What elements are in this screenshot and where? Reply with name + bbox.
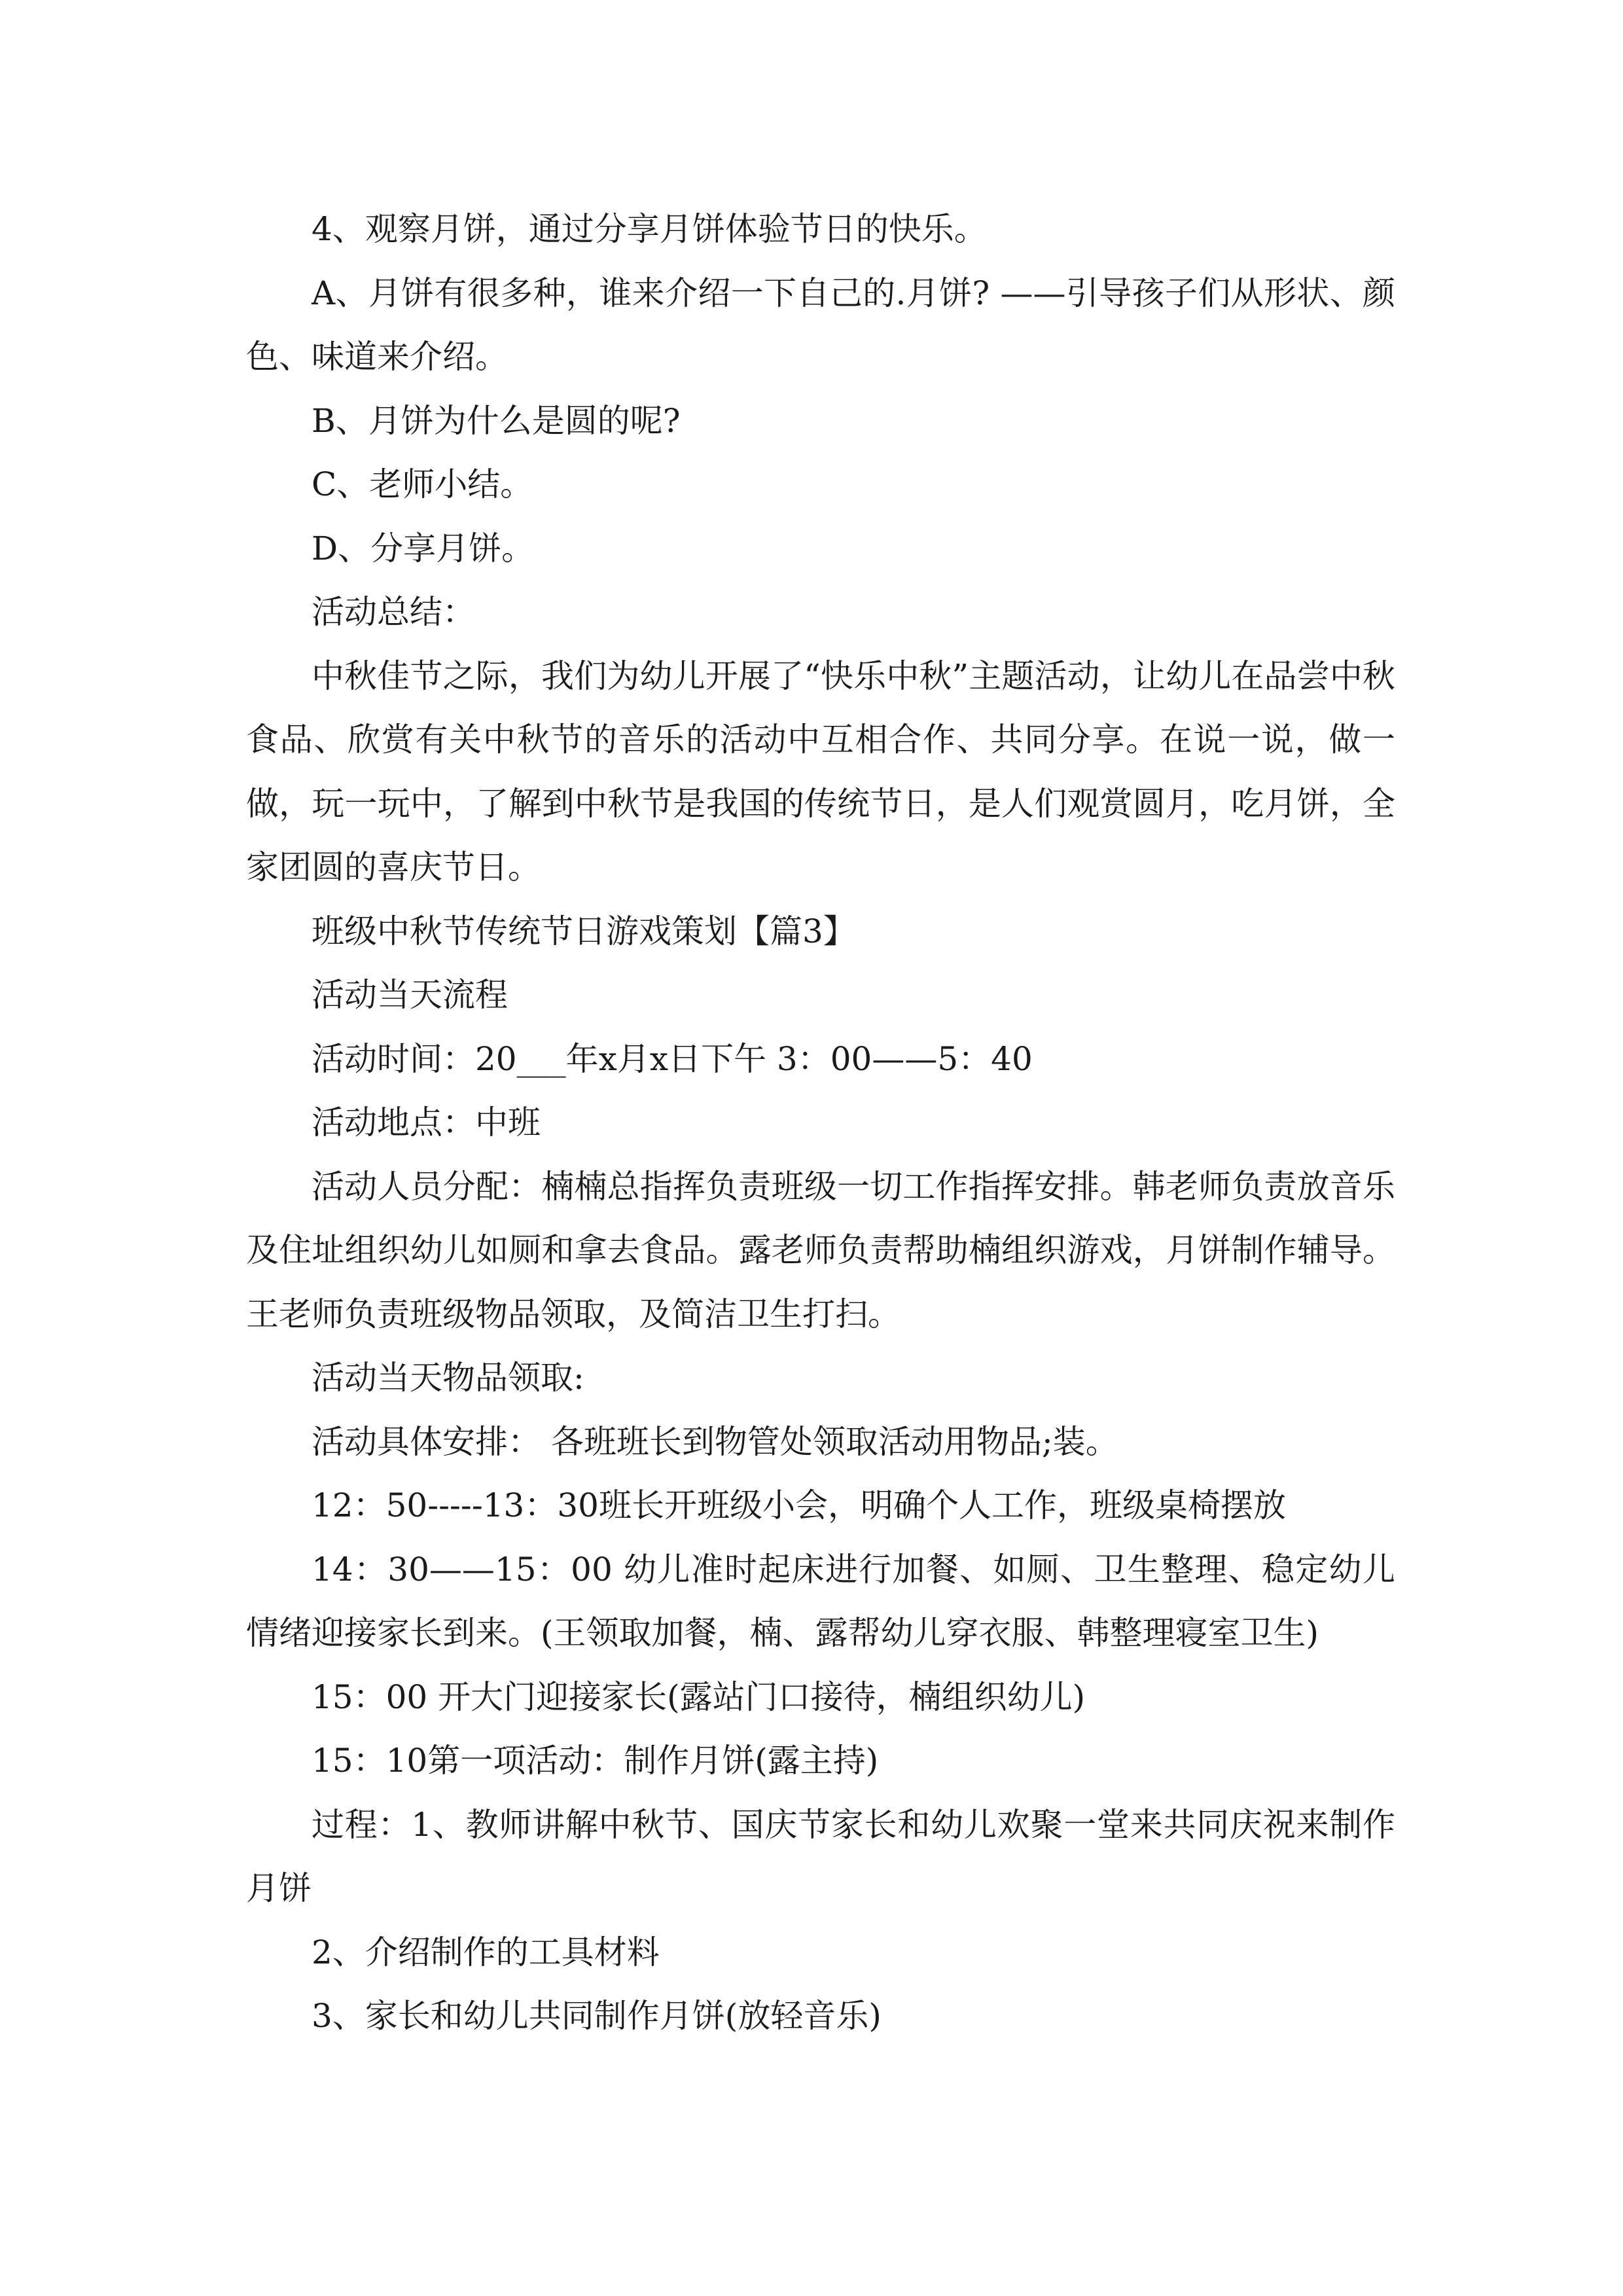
paragraph-summary-body: 中秋佳节之际，我们为幼儿开展了“快乐中秋”主题活动，让幼儿在品尝中秋食品、欣赏有关中秋节的音乐的活动中互相合作、共同分享。在说一说，做一做，玩一玩中，了解到中秋节是我国的传统节日，是人们观赏圆月，吃月饼，全家团圆的喜庆节日。 — [246, 656, 1395, 886]
section-title: 班级中秋节传统节日游戏策划【篇3】 — [312, 912, 856, 950]
document-body — [246, 198, 1395, 2049]
paragraph-item-c: C、老师小结。 — [312, 465, 533, 503]
paragraph-item-d: D、分享月饼。 — [312, 529, 535, 567]
paragraph-schedule-1430: 14：30——15：00 幼儿准时起床进行加餐、如厕、卫生整理、稳定幼儿情绪迎接家长到来。(王领取加餐，楠、露帮幼儿穿衣服、韩整理寝室卫生) — [246, 1550, 1395, 1652]
paragraph-specific-arrangement: 活动具体安排： 各班班长到物管处领取活动用物品;装。 — [312, 1422, 1118, 1461]
paragraph-process-step-2: 2、介绍制作的工具材料 — [312, 1933, 660, 1971]
paragraph-summary-heading: 活动总结： — [312, 593, 475, 631]
paragraph-process-step-3: 3、家长和幼儿共同制作月饼(放轻音乐) — [312, 1997, 882, 2035]
paragraph-items-collection: 活动当天物品领取: — [312, 1359, 584, 1397]
paragraph-activity-place: 活动地点：中班 — [312, 1103, 541, 1141]
paragraph-schedule-1510: 15：10第一项活动：制作月饼(露主持) — [312, 1742, 879, 1780]
paragraph-observe-mooncake: 4、观察月饼，通过分享月饼体验节日的快乐。 — [312, 210, 987, 248]
paragraph-schedule-1250: 12：50-----13：30班长开班级小会，明确个人工作，班级桌椅摆放 — [312, 1486, 1286, 1524]
paragraph-schedule-1500: 15：00 开大门迎接家长(露站门口接待，楠组织幼儿) — [312, 1677, 1086, 1716]
paragraph-item-a: A、月饼有很多种，谁来介绍一下自己的.月饼? ——引导孩子们从形状、颜色、味道来介绍。 — [246, 274, 1395, 376]
paragraph-activity-time: 活动时间：20___年x月x日下午 3：00——5：40 — [312, 1039, 1033, 1078]
paragraph-process-step-1: 过程：1、教师讲解中秋节、国庆节家长和幼儿欢聚一堂来共同庆祝来制作月饼 — [246, 1805, 1395, 1907]
paragraph-day-flow: 活动当天流程 — [312, 976, 508, 1014]
paragraph-staff-assignment: 活动人员分配：楠楠总指挥负责班级一切工作指挥安排。韩老师负责放音乐及住址组织幼儿如厕和拿去食品。露老师负责帮助楠组织游戏，月饼制作辅导。王老师负责班级物品领取，及简洁卫生打扫。 — [246, 1167, 1395, 1333]
paragraph-item-b: B、月饼为什么是圆的呢? — [312, 401, 681, 440]
